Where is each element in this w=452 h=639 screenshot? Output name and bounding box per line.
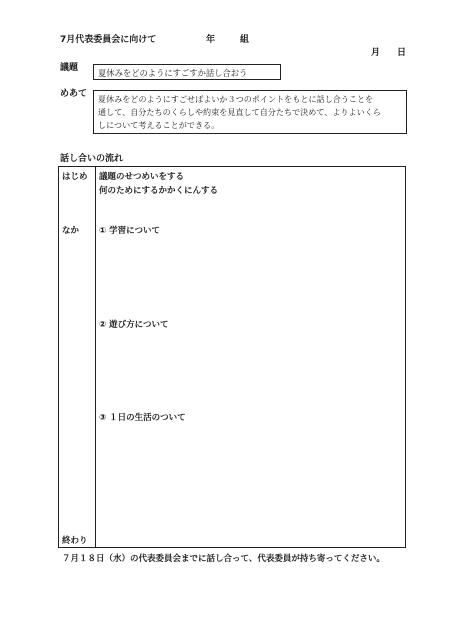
owari-label: 終わり: [62, 536, 88, 546]
goal-box: [93, 90, 407, 134]
point-1: ① 学習について: [99, 226, 160, 236]
hajime-line-1: 議題のせつめいをする: [99, 172, 185, 182]
topic-text: 夏休みをどのようにすごすか話し合おう: [98, 68, 248, 78]
point-2: ② 遊び方について: [99, 320, 169, 330]
flow-heading: 話し合いの流れ: [60, 154, 124, 164]
point-3: ③ １日の生活のついて: [99, 413, 186, 423]
footer-note: ７月１８日（水）の代表委員会までに話し合って、代表委員が持ち寄ってください。: [62, 554, 385, 564]
topic-label: 議題: [60, 63, 79, 73]
hajime-label: はじめ: [62, 172, 88, 182]
topic-box: [93, 64, 281, 80]
hajime-line-2: 何のためにするかかくにんする: [99, 186, 219, 196]
column-divider: [95, 167, 96, 547]
day-label: 日: [397, 48, 407, 58]
goal-label: めあて: [60, 89, 88, 99]
goal-line-3: しについて考えることができる。: [98, 120, 220, 130]
year-label: 年: [206, 35, 216, 45]
class-label: 組: [240, 35, 250, 45]
meeting-title: 7月代表委員会に向けて: [60, 35, 157, 45]
goal-line-2: 通して、自分たちのくらしや約束を見直して自分たちで決めて、よりよいくら: [98, 107, 381, 117]
naka-label: なか: [62, 226, 80, 236]
month-label: 月: [371, 48, 381, 58]
goal-line-1: 夏休みをどのようにすごせばよいか３つのポイントをもとに話し合うことを: [98, 94, 374, 104]
